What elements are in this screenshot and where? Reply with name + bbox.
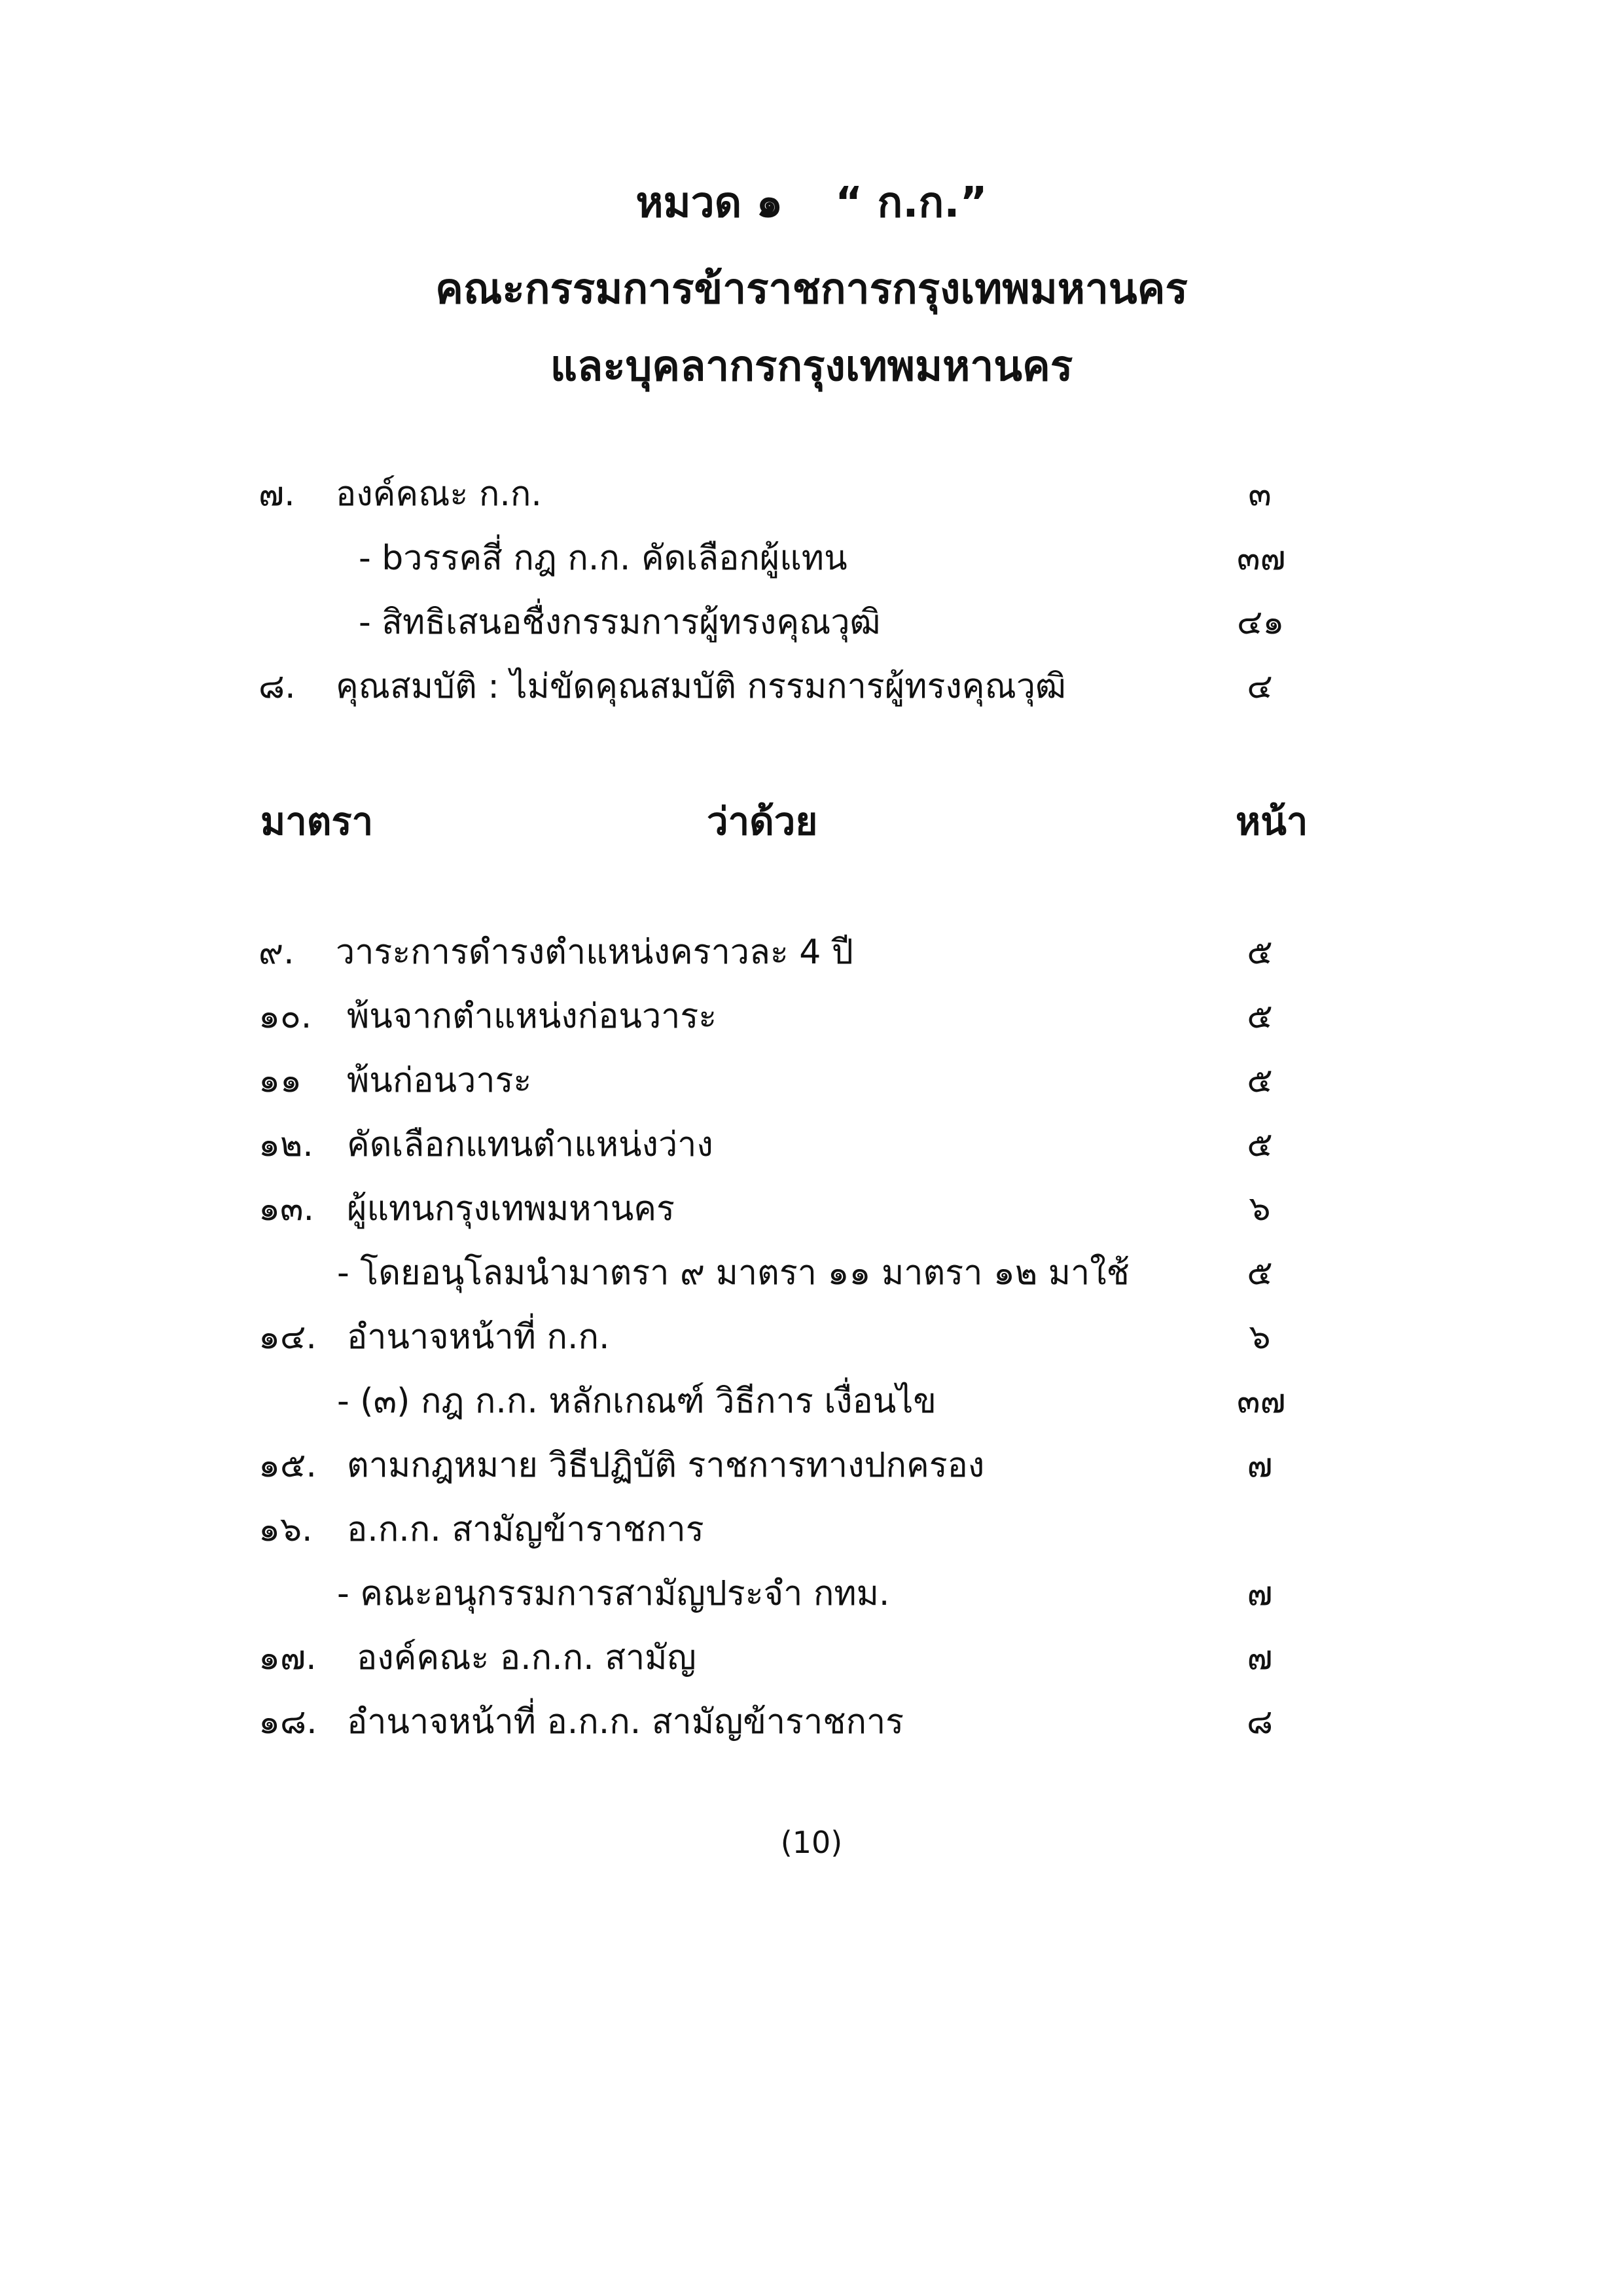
section-subject: - (๓) กฎ ก.ก. หลักเกณฑ์ วิธีการ เงื่อนไข <box>337 1382 936 1421</box>
chapter-title <box>0 179 1623 227</box>
toc-row <box>0 1507 1623 1552</box>
page-number: ๕ <box>1247 1125 1273 1164</box>
toc-row <box>0 1314 1623 1360</box>
chapter-label: หมวด ๑ <box>635 179 783 227</box>
page-number: ๗ <box>1247 1638 1273 1677</box>
toc-row <box>0 1443 1623 1488</box>
section-number: ๑๘. <box>259 1702 317 1742</box>
header-section: มาตรา <box>260 799 374 844</box>
section-number: ๑๗. <box>259 1638 317 1677</box>
section-subject: - โดยอนุโลมนำมาตรา ๙ มาตรา ๑๑ มาตรา ๑๒ มาใช้ <box>337 1253 1130 1293</box>
toc-row <box>0 1250 1623 1296</box>
toc-row <box>0 535 1623 581</box>
section-number: ๑๖. <box>259 1510 313 1549</box>
section-subject: ผู้แทนกรุงเทพมหานคร <box>347 1189 675 1229</box>
toc-row <box>0 600 1623 645</box>
section-number: ๑๑ <box>259 1061 302 1100</box>
section-subject: คัดเลือกแทนตำแหน่งว่าง <box>347 1125 713 1164</box>
page-number: ๖ <box>1249 1189 1271 1229</box>
toc-row <box>0 664 1623 709</box>
toc-row <box>0 1378 1623 1424</box>
section-number: ๑๕. <box>259 1446 317 1485</box>
section-number: ๑๔. <box>259 1318 317 1357</box>
toc-row <box>0 1186 1623 1232</box>
section-subject: องค์คณะ ก.ก. <box>336 475 542 514</box>
section-subject: พ้นก่อนวาระ <box>347 1061 532 1100</box>
section-subject: องค์คณะ อ.ก.ก. สามัญ <box>357 1638 696 1677</box>
section-subject: - bวรรคสี่ กฎ ก.ก. คัดเลือกผู้แทน <box>359 539 847 578</box>
header-subject: ว่าด้วย <box>707 799 818 844</box>
section-subject: อำนาจหน้าที่ ก.ก. <box>347 1318 610 1357</box>
section-number: ๘. <box>259 667 296 706</box>
section-subject: วาระการดำรงตำแหน่งคราวละ 4 ปี <box>336 933 853 972</box>
section-subject: ตามกฎหมาย วิธีปฏิบัติ ราชการทางปกครอง <box>347 1446 985 1485</box>
page-number: ๕ <box>1247 933 1273 972</box>
committee-subtitle: และบุคลากรกรุงเทพมหานคร <box>550 342 1073 391</box>
toc-row <box>0 1635 1623 1681</box>
page-number: ๔ <box>1247 667 1273 706</box>
section-subject: - สิทธิเสนอชื่งกรรมการผู้ทรงคุณวุฒิ <box>359 603 881 642</box>
page-number: ๓๗ <box>1237 539 1286 578</box>
toc-row <box>0 1699 1623 1745</box>
toc-row <box>0 929 1623 975</box>
section-number: ๙. <box>259 933 294 972</box>
section-subject: คุณสมบัติ : ไม่ขัดคุณสมบัติ กรรมการผู้ทรงคุณวุฒิ <box>336 667 1066 706</box>
page-footer-number: (10) <box>780 1825 843 1860</box>
toc-row <box>0 1571 1623 1617</box>
section-subject: - คณะอนุกรรมการสามัญประจำ กทม. <box>337 1574 890 1613</box>
table-header <box>0 795 1623 848</box>
header-page: หน้า <box>1236 799 1308 844</box>
page-number: ๓ <box>1248 475 1272 514</box>
page-number: ๗ <box>1247 1446 1273 1485</box>
page-number: ๗ <box>1247 1574 1273 1613</box>
page-number: ๔๑ <box>1237 603 1285 642</box>
page-number: ๘ <box>1246 1702 1274 1742</box>
toc-row <box>0 1058 1623 1103</box>
toc-row <box>0 1122 1623 1168</box>
section-number: ๑๐. <box>259 997 312 1036</box>
section-subject: พ้นจากตำแหน่งก่อนวาระ <box>347 997 717 1036</box>
section-number: ๗. <box>259 475 295 514</box>
section-subject: อำนาจหน้าที่ อ.ก.ก. สามัญข้าราชการ <box>347 1702 904 1742</box>
page-number: ๕ <box>1247 1061 1273 1100</box>
page-number: ๓๗ <box>1237 1382 1286 1421</box>
page-number: ๕ <box>1247 997 1273 1036</box>
committee-title: คณะกรรมการข้าราชการกรุงเทพมหานคร <box>435 265 1188 314</box>
toc-row <box>0 471 1623 517</box>
page-number: ๖ <box>1249 1318 1271 1357</box>
toc-row <box>0 994 1623 1039</box>
chapter-abbreviation: “ ก.ก.” <box>835 179 988 227</box>
section-number: ๑๓. <box>259 1189 315 1229</box>
section-subject: อ.ก.ก. สามัญข้าราชการ <box>347 1510 704 1549</box>
page-number: ๕ <box>1247 1253 1273 1293</box>
section-number: ๑๒. <box>259 1125 313 1164</box>
